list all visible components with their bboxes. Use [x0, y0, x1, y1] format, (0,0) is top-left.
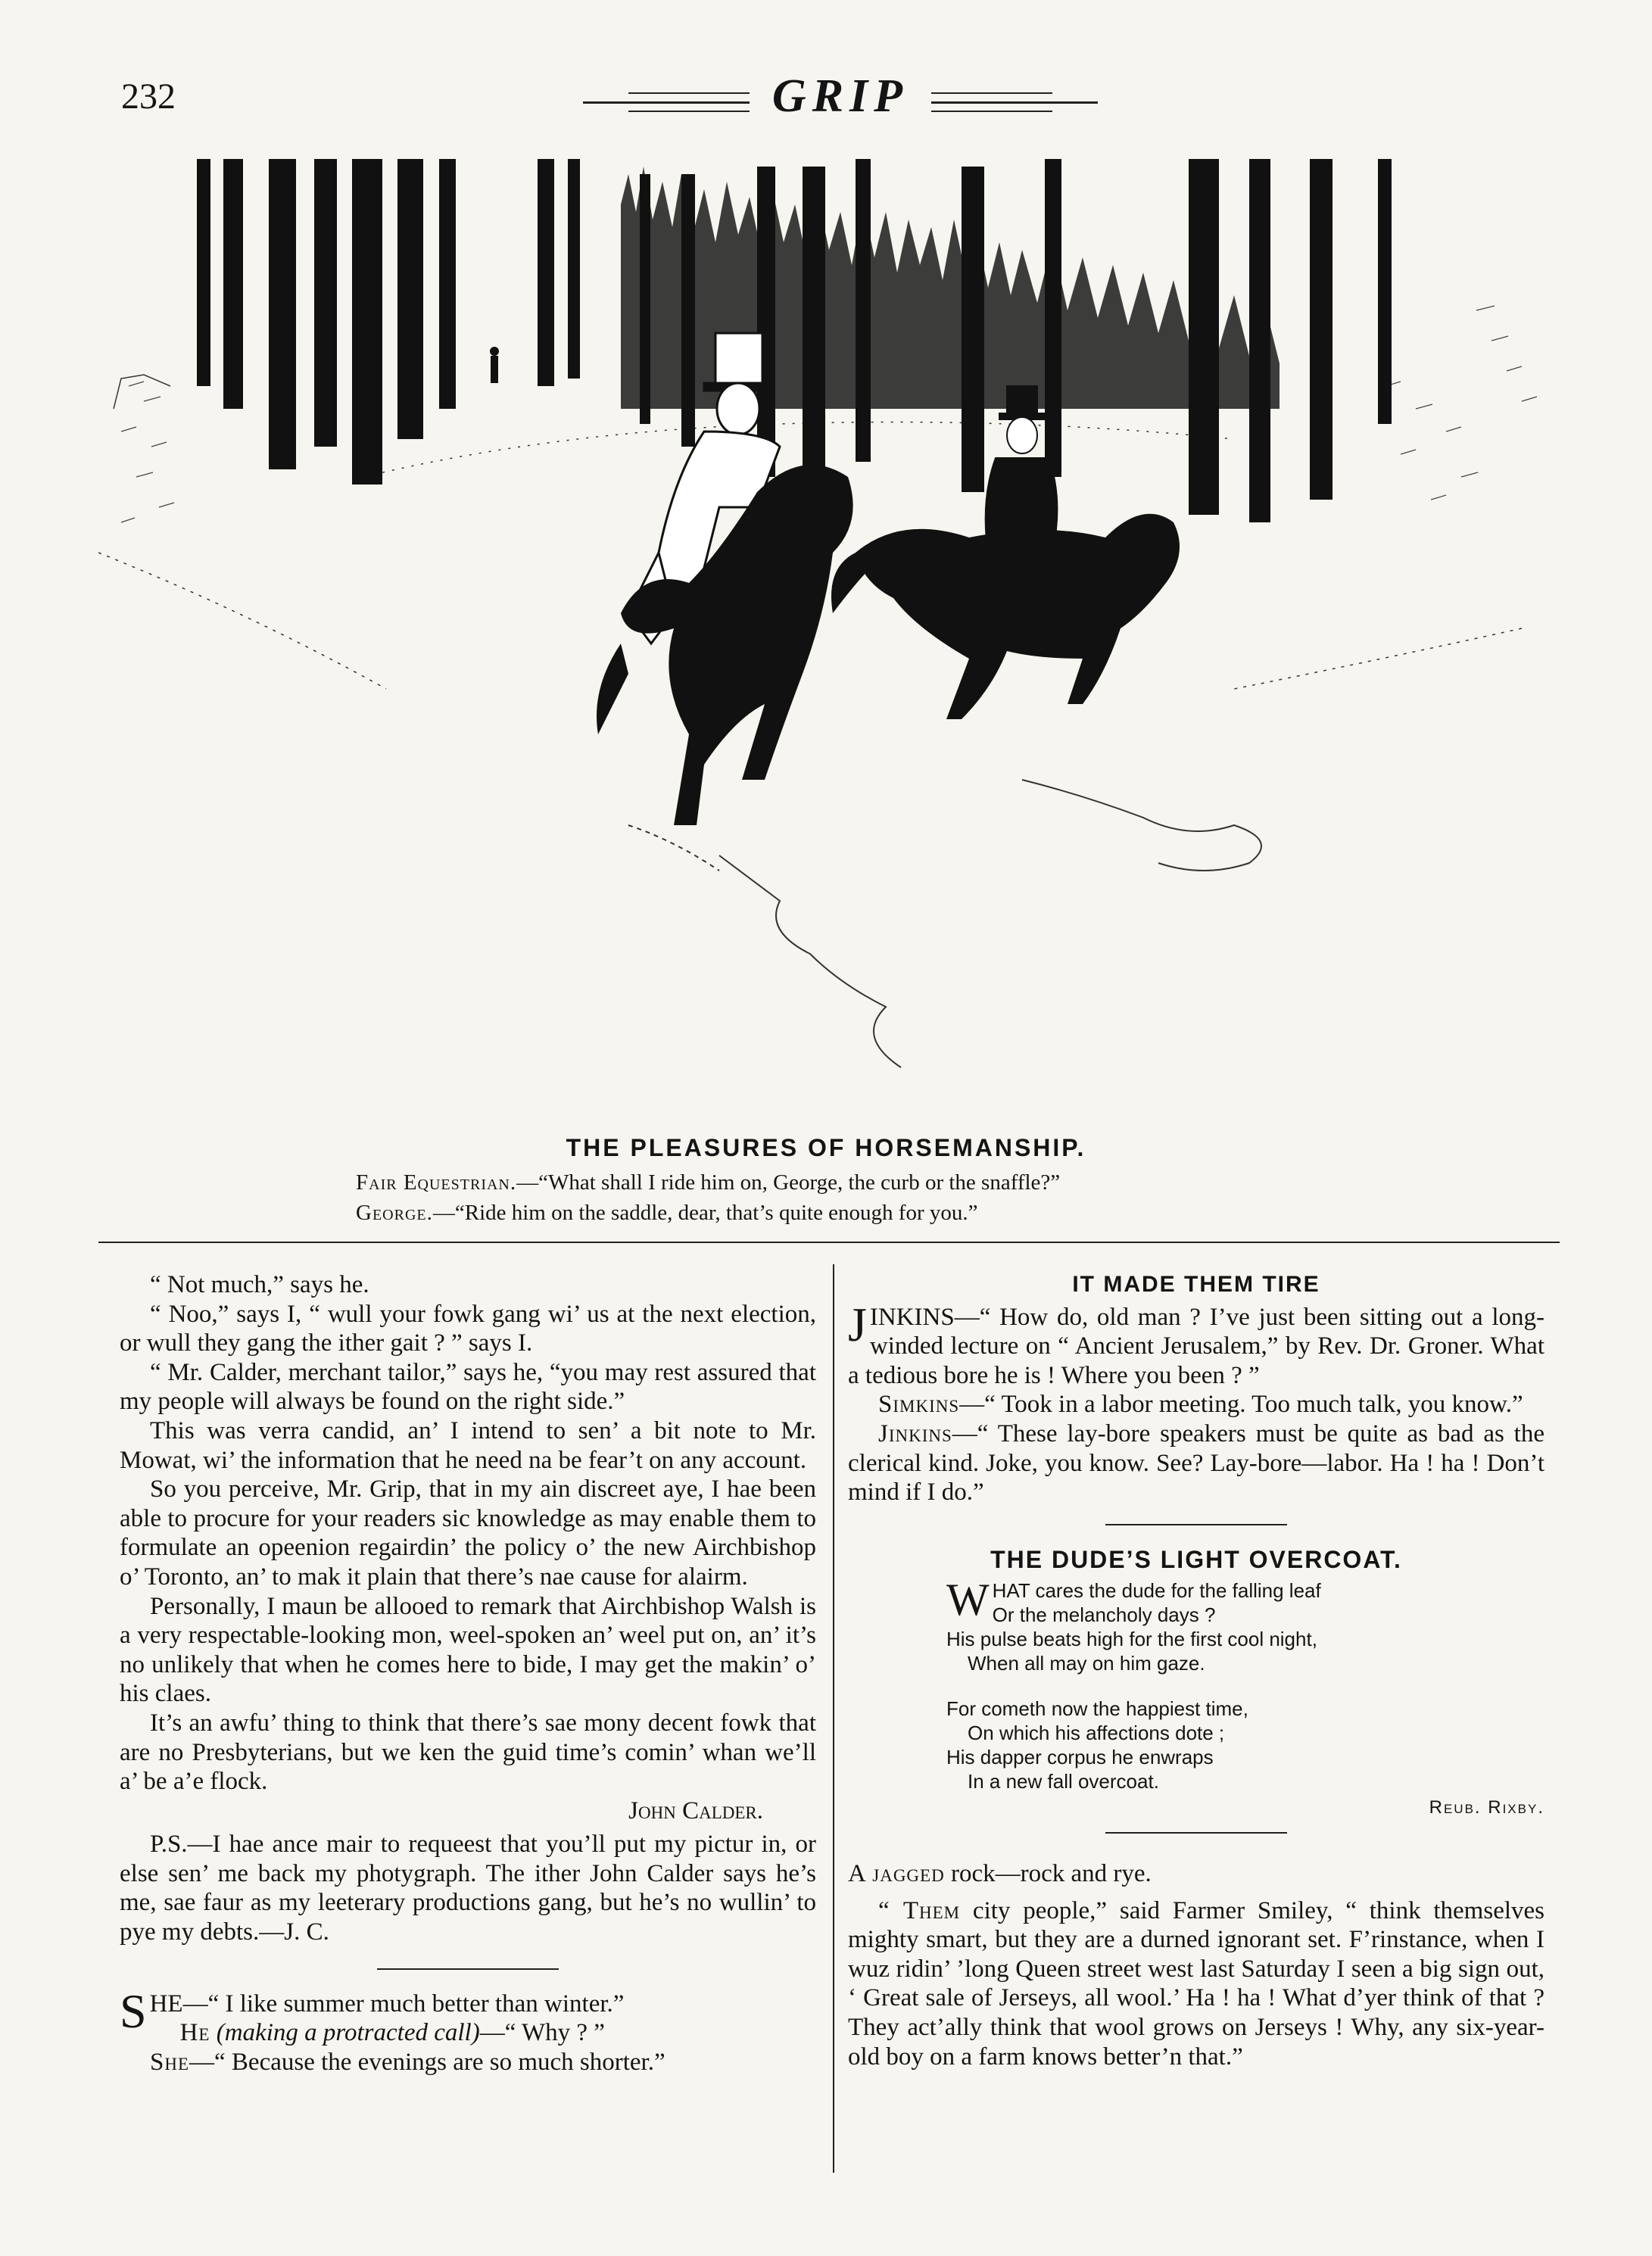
drop-cap: J — [848, 1297, 867, 1351]
page-number: 232 — [121, 76, 176, 117]
gentleman-horse — [597, 465, 853, 825]
left-column — [120, 1270, 816, 2077]
joke-lead: A jagged — [848, 1859, 945, 1887]
poem-text: HAT cares the dude for the falling leaf — [992, 1579, 1321, 1603]
paragraph: “ Mr. Calder, merchant tailor,” says he, “you may rest assured that my people will always be found on the right side.” — [120, 1358, 816, 1416]
column-divider — [833, 1264, 834, 2173]
masthead-rule — [583, 101, 750, 104]
dialogue-text: —“ Why ? ” — [479, 2019, 605, 2047]
paragraph: So you perceive, Mr. Grip, that in my ain discreet aye, I hae been able to procure for your readers sic knowledge as may enable them to formulate an opeenion regairdin’ the policy o’ the new Airchbishop o’ Toronto, an’ to mak it plain that there’s nae cause for alairm. — [120, 1475, 816, 1591]
poem-line: His dapper corpus he enwraps — [946, 1746, 1214, 1769]
article-text: INKINS—“ How do, old man ? I’ve just been sitting out a long-winded lecture on “ Ancient Jerusalem,” by Rev. Dr. Groner. What a tedious bore he is ! Where you been ? ” — [848, 1303, 1544, 1389]
masthead-rule — [931, 101, 1098, 104]
article-paragraph — [848, 1419, 1544, 1507]
drop-cap: S — [120, 1983, 147, 2038]
poem-line: In a new fall overcoat. — [968, 1770, 1159, 1793]
masthead-rule — [628, 92, 750, 94]
anecdote-text: city people,” said Farmer Smiley, “ think themselves mighty smart, but they are a durned ignorant set. F’rinstance, when I wuz ridin’ ’long Queen street west last Saturday I seen a big sign out, ‘ Great sale of Jerseys, all wool.’ Ha ! ha ! What d’yer think of that ? They act’ally think that wool grows on Jerseys ! Why, any six-year-old boy on a farm knows better’n that.” — [848, 1896, 1544, 2071]
caption-speaker: Fair Equestrian. — [356, 1170, 517, 1195]
masthead-rule — [931, 111, 1052, 112]
illustration-title: THE PLEASURES OF HORSEMANSHIP. — [566, 1134, 1086, 1161]
poem-line: For cometh now the happiest time, — [946, 1697, 1248, 1721]
short-divider — [1105, 1832, 1287, 1834]
drop-cap: W — [946, 1575, 990, 1625]
paragraph: Personally, I maun be allooed to remark that Airchbishop Walsh is a very respectable-looking mon, weel-spoken an’ weel put on, an’ it’s no unlikely that when he comes here to bide, I may get the makin’ o’ his claes. — [120, 1592, 816, 1708]
anecdote-lead: “ Them — [878, 1896, 961, 1924]
joke — [848, 1859, 1544, 1889]
poem-line: Or the melancholy days ? — [992, 1603, 1216, 1627]
poem-signature: Reub. Rixby. — [1429, 1797, 1544, 1818]
paragraph: “ Noo,” says I, “ wull your fowk gang wi’ us at the next election, or wull they gang the ither gait ? ” says I. — [120, 1300, 816, 1357]
dialogue — [120, 1983, 816, 2077]
masthead — [575, 70, 1105, 123]
poem-line: His pulse beats high for the first cool night, — [946, 1628, 1317, 1651]
caption-text: —“Ride him on the saddle, dear, that’s quite enough for you.” — [432, 1201, 978, 1225]
poem-title: THE DUDE’S LIGHT OVERCOAT. — [990, 1545, 1402, 1573]
caption-speaker: George. — [356, 1201, 433, 1225]
caption-text: —“What shall I ride him on, George, the curb or the snaffle?” — [516, 1170, 1061, 1195]
speaker: Jinkins — [878, 1419, 952, 1447]
stage-direction: (making a protracted call) — [216, 2019, 480, 2047]
article-text: —“ These lay-bore speakers must be quite as bad as the clerical kind. Joke, you know. See? Lay-bore—labor. Ha ! ha ! Don’t mind if I do.” — [848, 1419, 1544, 1507]
dialogue-text: HE—“ I like summer much better than winter.” — [149, 1990, 625, 2018]
signature: John Calder. — [628, 1796, 763, 1824]
lady-horse — [831, 514, 1180, 719]
right-column — [848, 1270, 1544, 2071]
snow-patches — [628, 780, 1261, 1067]
anecdote — [848, 1896, 1544, 2072]
poem-line: On which his affections dote ; — [968, 1722, 1225, 1745]
short-divider — [1105, 1524, 1287, 1525]
section-divider — [98, 1242, 1560, 1243]
dialogue-speaker: He — [179, 2019, 210, 2047]
article-paragraph — [848, 1297, 1544, 1391]
article-text: —“ Took in a labor meeting. Too much talk, you know.” — [959, 1391, 1523, 1419]
distant-figure — [490, 347, 499, 383]
joke-text: rock—rock and rye. — [944, 1859, 1152, 1887]
dialogue-line-3 — [120, 2048, 816, 2077]
paragraph: It’s an awfu’ thing to think that there’s sae mony decent fowk that are no Presbyterians, but we ken the guid time’s comin’ whan we’ll a’ be a’e flock. — [120, 1709, 816, 1796]
speaker: Simkins — [878, 1391, 960, 1419]
article-title: IT MADE THEM TIRE — [1072, 1272, 1320, 1297]
poem — [946, 1575, 1544, 1793]
horsemanship-illustration — [98, 159, 1552, 1128]
masthead-title: GRIP — [771, 70, 909, 122]
dialogue-speaker: She — [150, 2048, 190, 2076]
paragraph: “ Not much,” says he. — [150, 1271, 369, 1298]
poem-line: When all may on him gaze. — [968, 1652, 1205, 1675]
short-divider — [377, 1968, 559, 1970]
paragraph: This was verra candid, an’ I intend to sen’ a bit note to Mr. Mowat, wi’ the information that he need na be fear’t on any account. — [120, 1416, 816, 1474]
dialogue-text: —“ Because the evenings are so much shorter.” — [189, 2048, 665, 2076]
article-paragraph — [848, 1390, 1544, 1419]
dialogue-line-2 — [120, 2018, 816, 2048]
postscript: P.S.—I hae ance mair to requeest that you’ll put my pictur in, or else sen’ me back my photygraph. The ither John Calder says he’s me, sae faur as my leeterary productions gang, but he’s no wullin’ to pye my debts.—J. C. — [120, 1831, 816, 1946]
caption-line-2 — [356, 1201, 1340, 1226]
caption-line-1 — [356, 1170, 1340, 1195]
masthead-rule — [628, 111, 750, 112]
masthead-rule — [931, 92, 1052, 94]
